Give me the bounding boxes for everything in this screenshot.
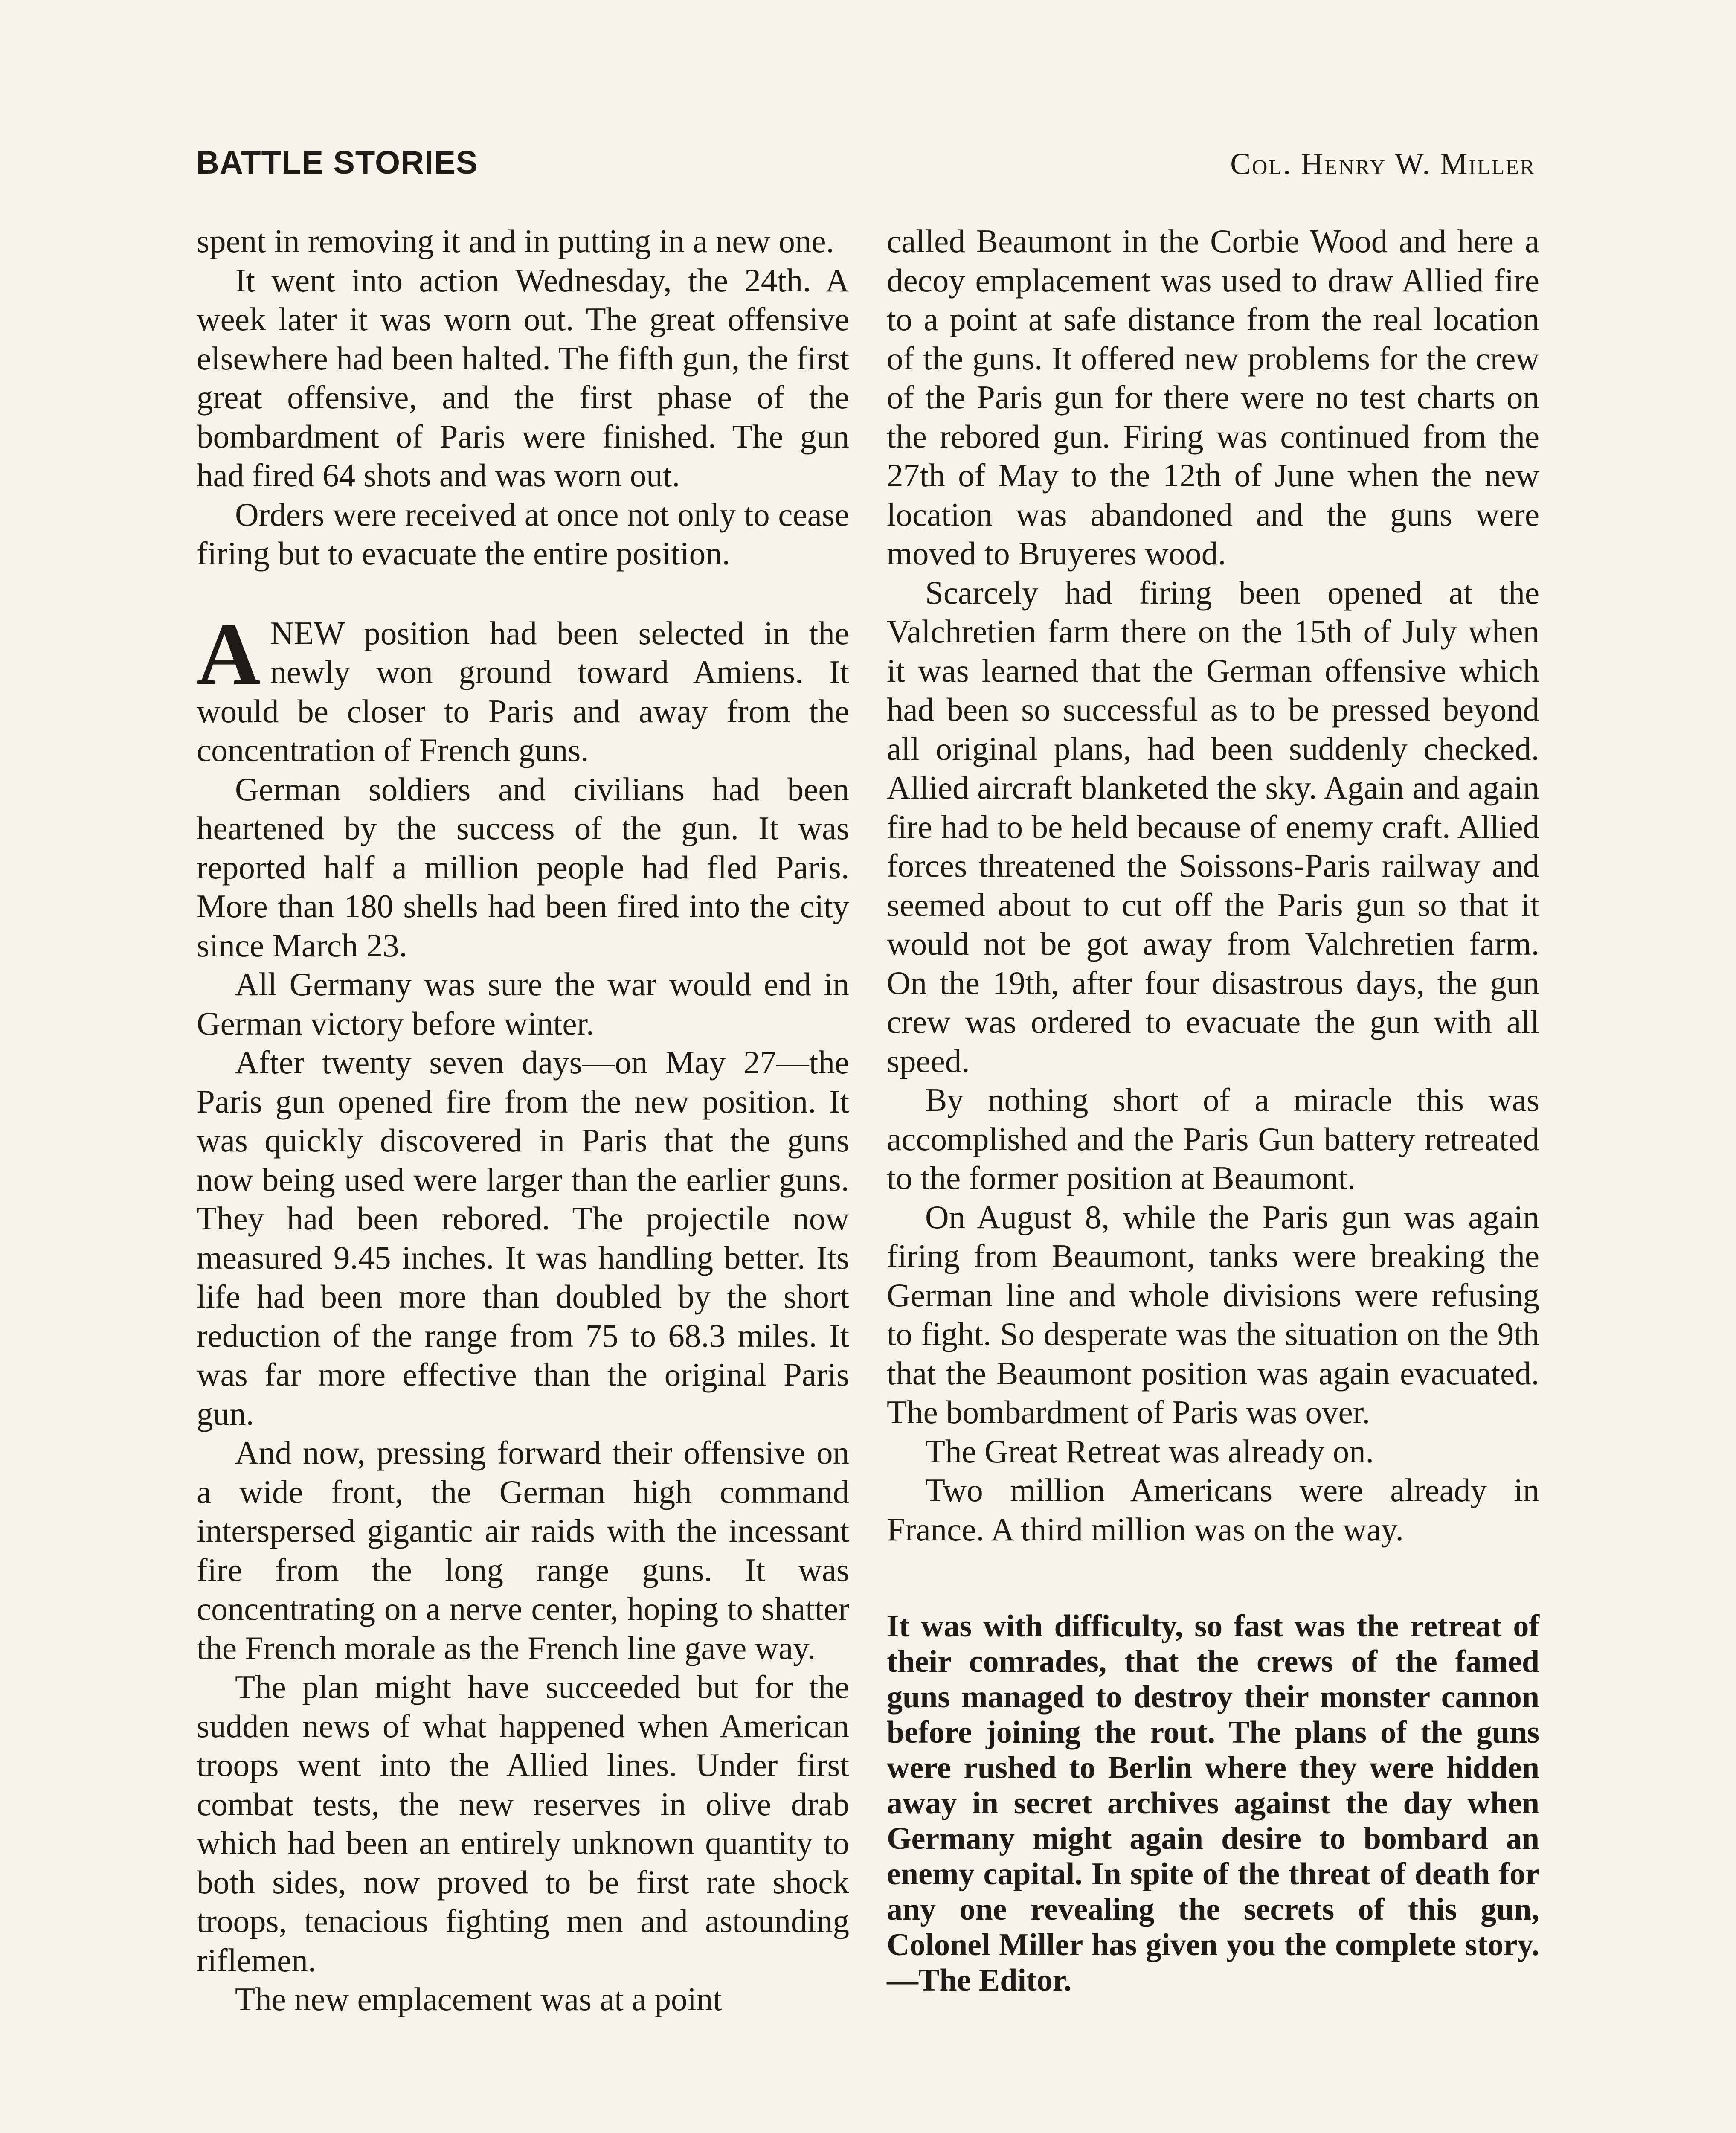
left-column bbox=[197, 222, 849, 2019]
paragraph: spent in removing it and in putting in a new one. bbox=[197, 223, 834, 259]
paragraph: The Great Retreat was already on. bbox=[925, 1433, 1374, 1470]
paragraph-text: NEW position had been selected in the newly won ground toward Amiens. It would be closer to Paris and away from the concentration of French guns. bbox=[197, 614, 849, 768]
paragraph: German soldiers and civilians had been heartened by the success of the gun. It was reported half a million people had fled Paris. More than 180 shells had been fired into the city since March 23. bbox=[197, 770, 849, 964]
editor-note: It was with difficulty, so fast was the retreat of their comrades, that the crews of the famed guns managed to destroy their monster cannon before joining the rout. The plans of the guns were rushed to Berlin where they were hidden away in secret archives against the day when Germany might again desire to bombard an enemy capital. In spite of the threat of death for any one revealing the secrets of this gun, Colonel Miller has given you the complete story.—The Editor. bbox=[887, 1609, 1539, 1998]
paragraph: called Beaumont in the Corbie Wood and here a decoy emplacement was used to draw Allied fire to a point at safe distance from the real location of the guns. It offered new problems for the crew of the Paris gun for there were no test charts on the rebored gun. Firing was continued from the 27th of May to the 12th of June when the new location was abandoned and the guns were moved to Bruyeres wood. bbox=[887, 223, 1539, 572]
paragraph: After twenty seven days—on May 27—the Paris gun opened fire from the new position. It was quickly discovered in Paris that the guns now being used were larger than the earlier guns. They had been rebored. The projectile now measured 9.45 inches. It was handling better. Its life had been more than doubled by the short reduction of the range from 75 to 68.3 miles. It was far more effective than the original Paris gun. bbox=[197, 1044, 849, 1432]
paragraph: The plan might have succeeded but for the sudden news of what happened when American troops went into the Allied lines. Under first combat tests, the new reserves in olive drab which had been an entirely unknown quantity to both sides, now proved to be first rate shock troops, tenacious fighting men and astounding riflemen. bbox=[197, 1668, 849, 1979]
paragraph: Scarcely had firing been opened at the Valchretien farm there on the 15th of July when it was learned that the German offensive which had been so successful as to be pressed beyond all original plans, had been suddenly checked. Allied aircraft blanketed the sky. Again and again fire had to be held because of enemy craft. Allied forces threatened the Soissons-Paris railway and seemed about to cut off the Paris gun so that it would not be got away from Valchretien farm. On the 19th, after four disastrous days, the gun crew was ordered to evacuate the gun with all speed. bbox=[887, 574, 1539, 1079]
drop-cap: A bbox=[197, 604, 261, 703]
paragraph: It went into action Wednesday, the 24th. A week later it was worn out. The great offensive elsewhere had been halted. The fifth gun, the first great offensive, and the first phase of the bombardment of Paris were finished. The gun had fired 64 shots and was worn out. bbox=[197, 262, 849, 494]
paragraph: Orders were received at once not only to cease firing but to evacuate the entire position. bbox=[197, 496, 849, 572]
paragraph: The new emplacement was at a point bbox=[235, 1981, 722, 2017]
paragraph: And now, pressing forward their offensive on a wide front, the German high command interspersed gigantic air raids with the incessant fire from the long range guns. It was concentrating on a nerve center, hoping to shatter the French morale as the French line gave way. bbox=[197, 1434, 849, 1666]
paragraph: Two million Americans were already in France. A third million was on the way. bbox=[887, 1472, 1539, 1548]
paragraph: By nothing short of a miracle this was accomplished and the Paris Gun battery retreated to the former position at Beaumont. bbox=[887, 1081, 1539, 1196]
paragraph: On August 8, while the Paris gun was again firing from Beaumont, tanks were breaking the German line and whole divisions were refusing to fight. So desperate was the situation on the 9th that the Beaumont position was again evacuated. The bombardment of Paris was over. bbox=[887, 1198, 1539, 1430]
paragraph: All Germany was sure the war would end in German victory before winter. bbox=[197, 966, 849, 1042]
section-opening-paragraph bbox=[197, 604, 849, 770]
author-byline: Col. Henry W. Miller bbox=[1230, 147, 1536, 181]
section-title: BATTLE STORIES bbox=[196, 145, 478, 181]
right-column bbox=[887, 222, 1539, 1998]
